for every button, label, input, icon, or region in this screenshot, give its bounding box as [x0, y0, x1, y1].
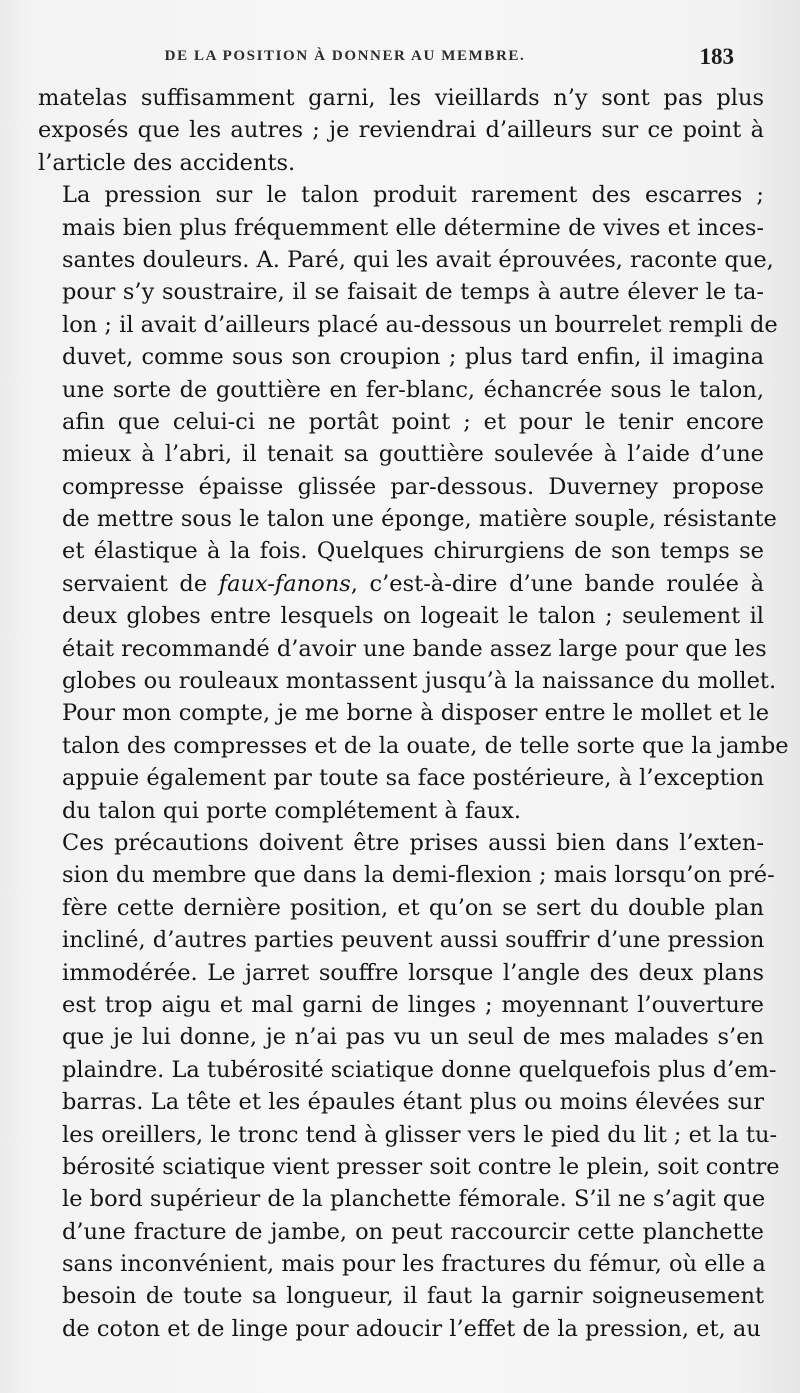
text-line: compresse épaisse glissée par-dessous. Duverney propose — [62, 473, 764, 500]
text-line: globes ou rouleaux montassent jusqu’à la naissance du mollet. — [62, 668, 777, 695]
text-line: est trop aigu et mal garni de linges ; moyennant l’ouverture — [62, 991, 764, 1018]
text-line: deux globes entre lesquels on logeait le talon ; seulement il — [62, 603, 764, 630]
text-line: du talon qui porte complétement à faux. — [62, 797, 522, 824]
text-line: servaient de faux-fanons, c’est-à-dire d’une bande roulée à — [62, 570, 764, 597]
text-line: fère cette dernière position, et qu’on se sert du double plan — [62, 894, 764, 921]
text-line: appuie également par toute sa face postérieure, à l’exception — [62, 765, 765, 792]
text-line: bérosité sciatique vient presser soit contre le plein, soit contre — [62, 1153, 780, 1180]
text-line: mais bien plus fréquemment elle détermine de vives et inces- — [62, 214, 764, 241]
text-line: de mettre sous le talon une éponge, matière souple, résistante — [62, 506, 777, 533]
text-line: sion du membre que dans la demi-flexion ; mais lorsqu’on pré- — [62, 862, 775, 889]
text-line: d’une fracture de jambe, on peut raccourcir cette planchette — [62, 1218, 764, 1245]
text-line: exposés que les autres ; je reviendrai d’ailleurs sur ce point à — [38, 117, 764, 144]
text-line: matelas suffisamment garni, les vieillards n’y sont pas plus — [38, 85, 764, 111]
text-line: incliné, d’autres parties peuvent aussi souffrir d’une pression — [62, 927, 765, 954]
text-line: La pression sur le talon produit rarement des escarres ; — [62, 182, 764, 209]
text-line: barras. La tête et les épaules étant plus ou moins élevées sur — [62, 1089, 764, 1116]
text-line: était recommandé d’avoir une bande assez large pour que les — [62, 635, 767, 662]
text-line: de coton et de linge pour adoucir l’effet de la pression, et, au — [62, 1315, 761, 1342]
running-title: DE LA POSITION À DONNER AU MEMBRE. — [164, 48, 526, 64]
text-line: que je lui donne, je n’ai pas vu un seul de mes malades s’en — [62, 1024, 764, 1051]
text-line: duvet, comme sous son croupion ; plus tard enfin, il imagina — [62, 344, 764, 371]
text-line: Ces précautions doivent être prises aussi bien dans l’exten- — [62, 829, 764, 856]
text-line: une sorte de gouttière en fer-blanc, échancrée sous le talon, — [62, 376, 764, 403]
paragraph — [38, 179, 789, 827]
paragraph — [38, 827, 780, 1345]
body-text — [38, 82, 789, 1345]
text-line: Pour mon compte, je me borne à disposer entre le mollet et le — [62, 700, 770, 727]
text-line: lon ; il avait d’ailleurs placé au-dessous un bourrelet rempli de — [62, 311, 778, 338]
text-line: plaindre. La tubérosité sciatique donne quelquefois plus d’em- — [62, 1056, 777, 1083]
text-line: afin que celui-ci ne portât point ; et pour le tenir encore — [62, 408, 764, 435]
text-line: et élastique à la fois. Quelques chirurgiens de son temps se — [62, 538, 764, 565]
text-line: l’article des accidents. — [38, 149, 296, 176]
text-line: pour s’y soustraire, il se faisait de temps à autre élever le ta- — [62, 279, 764, 306]
page-number: 183 — [699, 44, 734, 69]
text-line: immodérée. Le jarret souffre lorsque l’angle des deux plans — [62, 959, 764, 986]
text-line: mieux à l’abri, il tenait sa gouttière soulevée à l’aide d’une — [62, 441, 764, 468]
text-line: talon des compresses et de la ouate, de telle sorte que la jambe — [62, 732, 789, 759]
text-line: besoin de toute sa longueur, il faut la garnir soigneusement — [62, 1283, 764, 1310]
running-head — [40, 44, 740, 72]
text-line: les oreillers, le tronc tend à glisser vers le pied du lit ; et la tu- — [62, 1121, 778, 1148]
text-line: le bord supérieur de la planchette fémorale. S’il ne s’agit que — [62, 1186, 766, 1213]
paragraph — [38, 82, 764, 179]
text-line: sans inconvénient, mais pour les fractures du fémur, où elle a — [62, 1251, 766, 1278]
text-line: santes douleurs. A. Paré, qui les avait éprouvées, raconte que, — [62, 246, 774, 273]
